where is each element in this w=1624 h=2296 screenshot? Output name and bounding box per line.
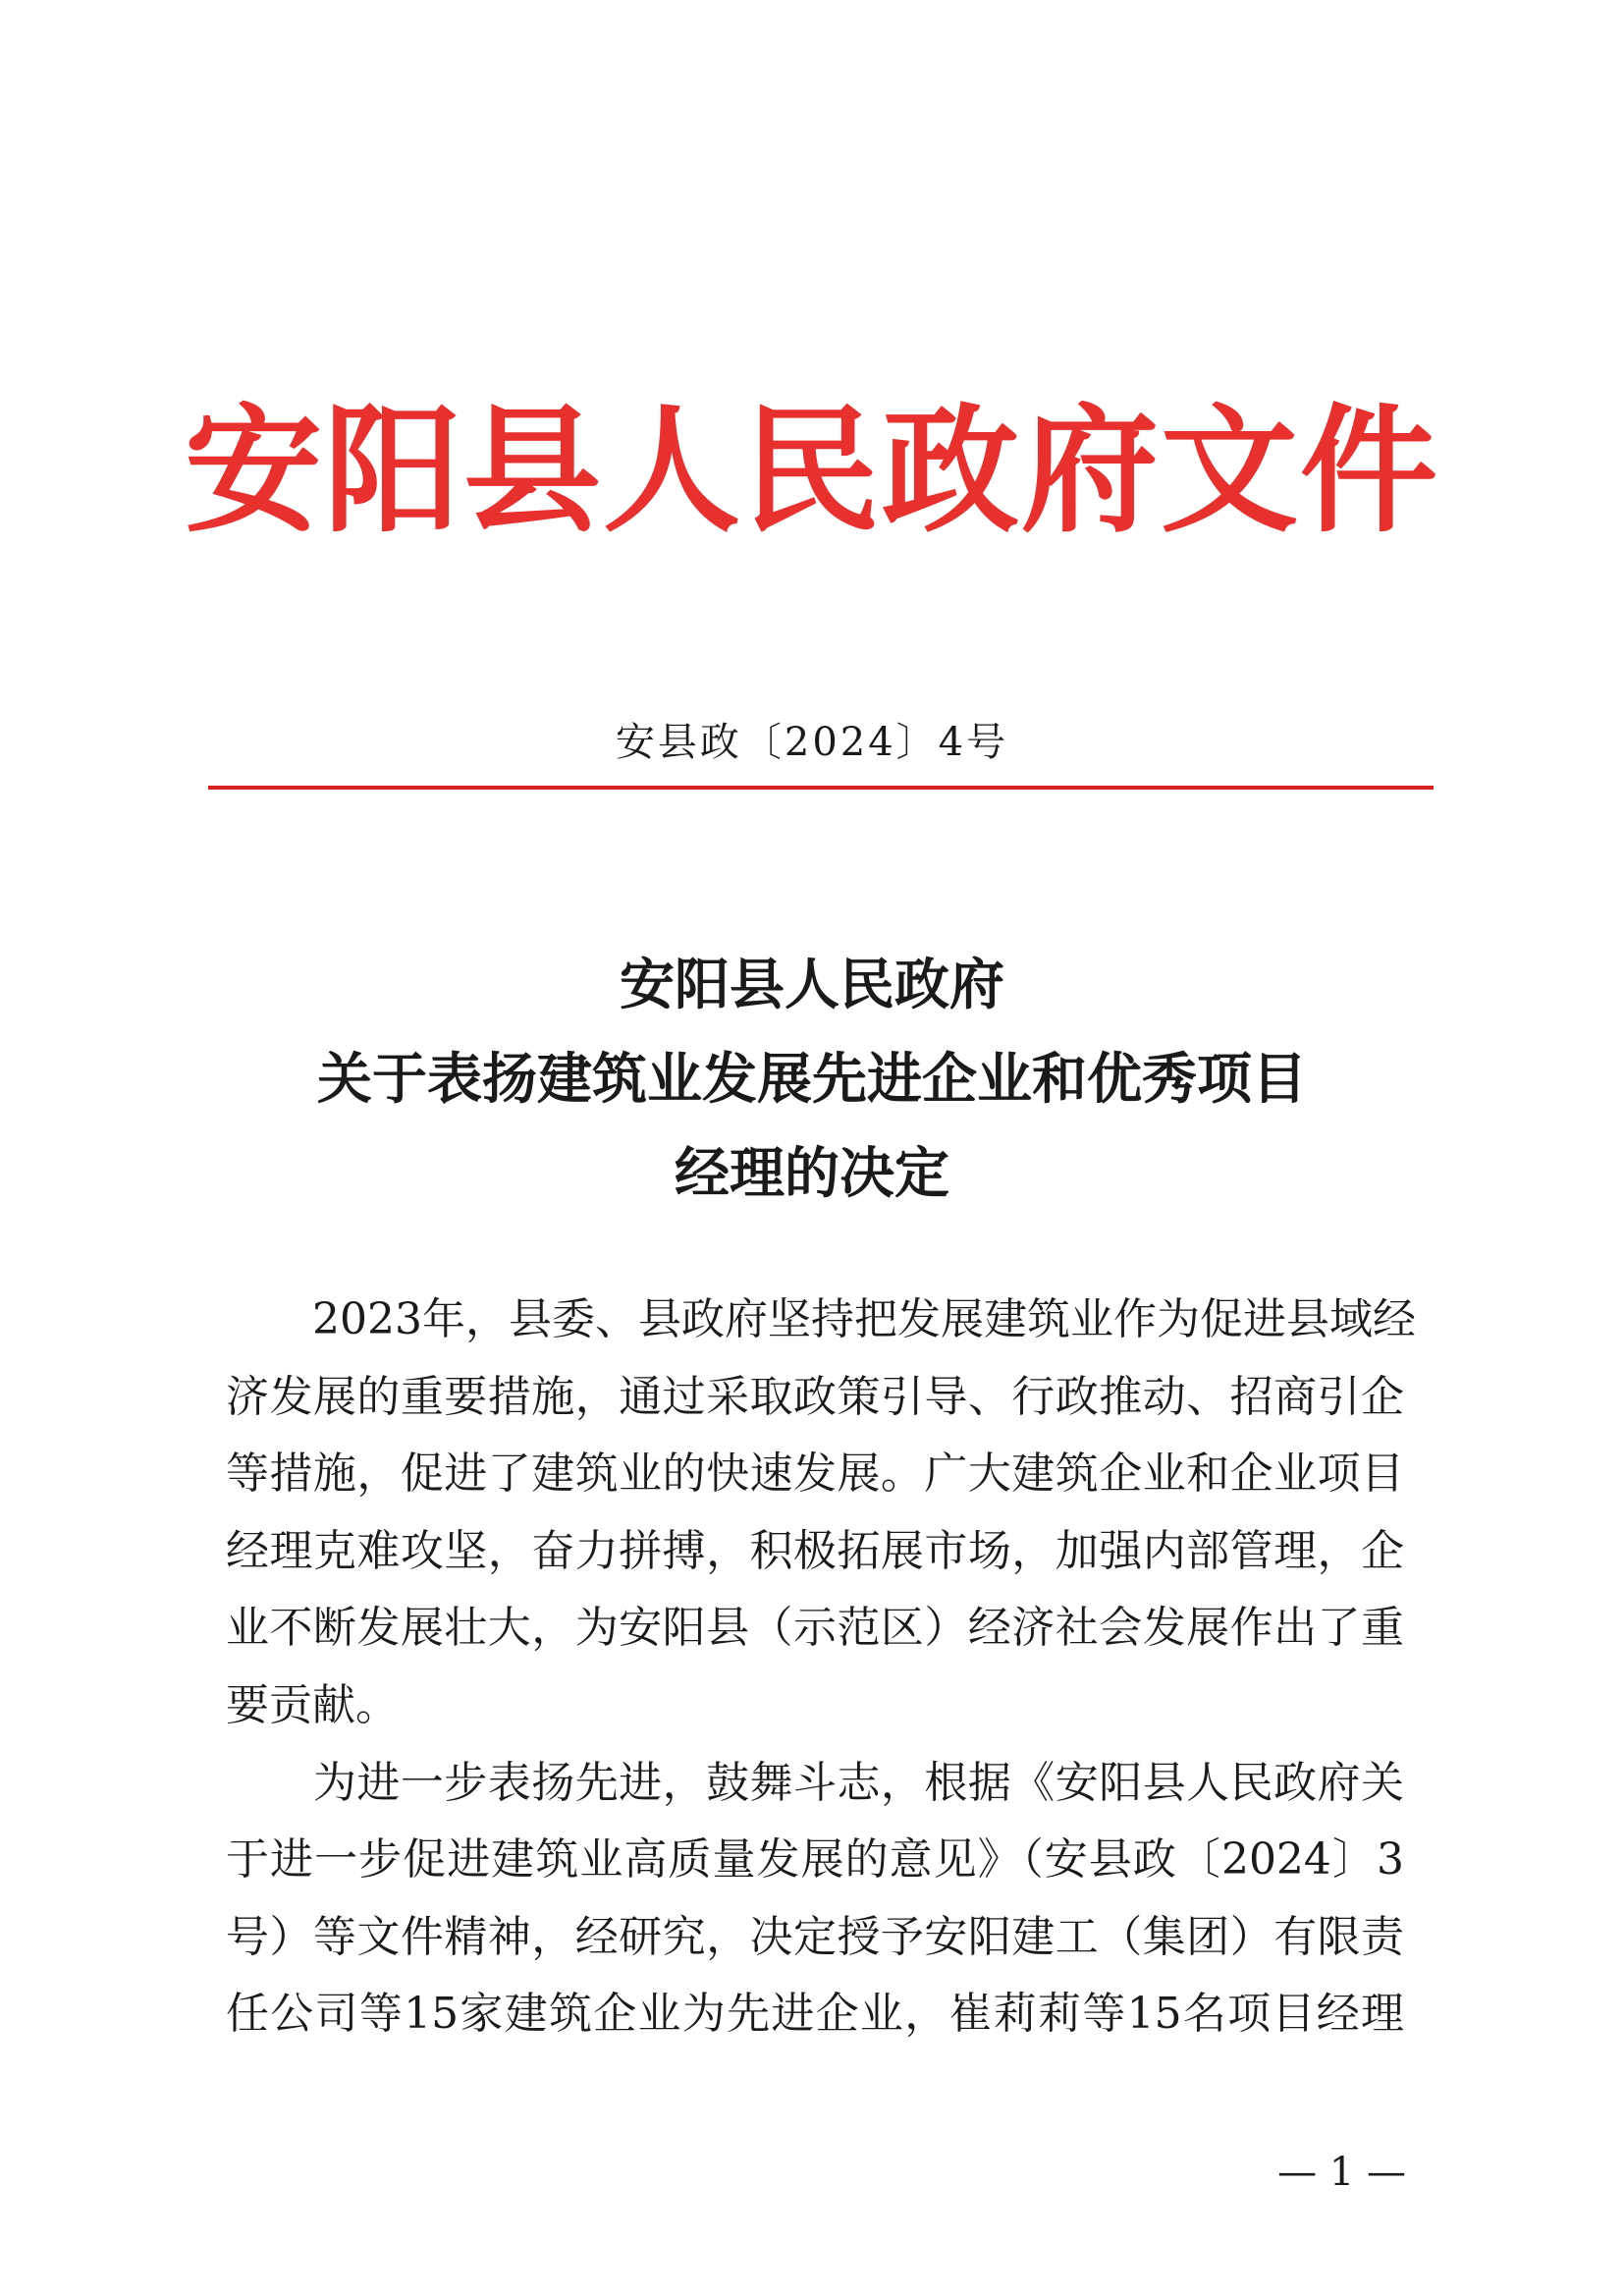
text-line: 要贡献。 xyxy=(226,1679,399,1730)
document-title xyxy=(0,938,1624,1221)
text-line: 任公司等15家建筑企业为先进企业，崔莉莉等15名项目经理 xyxy=(226,1989,1404,2040)
text-line: 业不断发展壮大，为安阳县（示范区）经济社会发展作出了重 xyxy=(226,1603,1404,1654)
document-header-title: 安阳县人民政府文件 xyxy=(184,391,1439,552)
text-line: 于进一步促进建筑业高质量发展的意见》（安县政〔2024〕3 xyxy=(226,1834,1404,1886)
red-divider-line xyxy=(208,786,1434,790)
document-body xyxy=(226,1282,1416,2053)
document-number: 安县政〔2024〕4号 xyxy=(615,720,1009,765)
text-line: 2023年，县委、县政府坚持把发展建筑业作为促进县域经 xyxy=(226,1294,1416,1344)
page-number: — 1 — xyxy=(1277,2150,1406,2195)
text-line: 号）等文件精神，经研究，决定授予安阳建工（集团）有限责 xyxy=(226,1911,1404,1962)
title-line: 安阳县人民政府 xyxy=(620,953,1004,1017)
text-line: 等措施，促进了建筑业的快速发展。广大建筑企业和企业项目 xyxy=(226,1449,1404,1500)
text-line: 为进一步表扬先进，鼓舞斗志，根据《安阳县人民政府关 xyxy=(226,1757,1404,1808)
text-line: 济发展的重要措施，通过采取政策引导、行政推动、招商引企 xyxy=(226,1371,1404,1422)
text-line: 经理克难攻坚，奋力拼搏，积极拓展市场，加强内部管理，企 xyxy=(226,1525,1404,1576)
paragraph-2 xyxy=(226,1745,1404,2053)
title-line: 关于表扬建筑业发展先进企业和优秀项目 xyxy=(317,1047,1307,1112)
paragraph-1 xyxy=(226,1282,1416,1745)
title-line: 经理的决定 xyxy=(675,1141,949,1206)
